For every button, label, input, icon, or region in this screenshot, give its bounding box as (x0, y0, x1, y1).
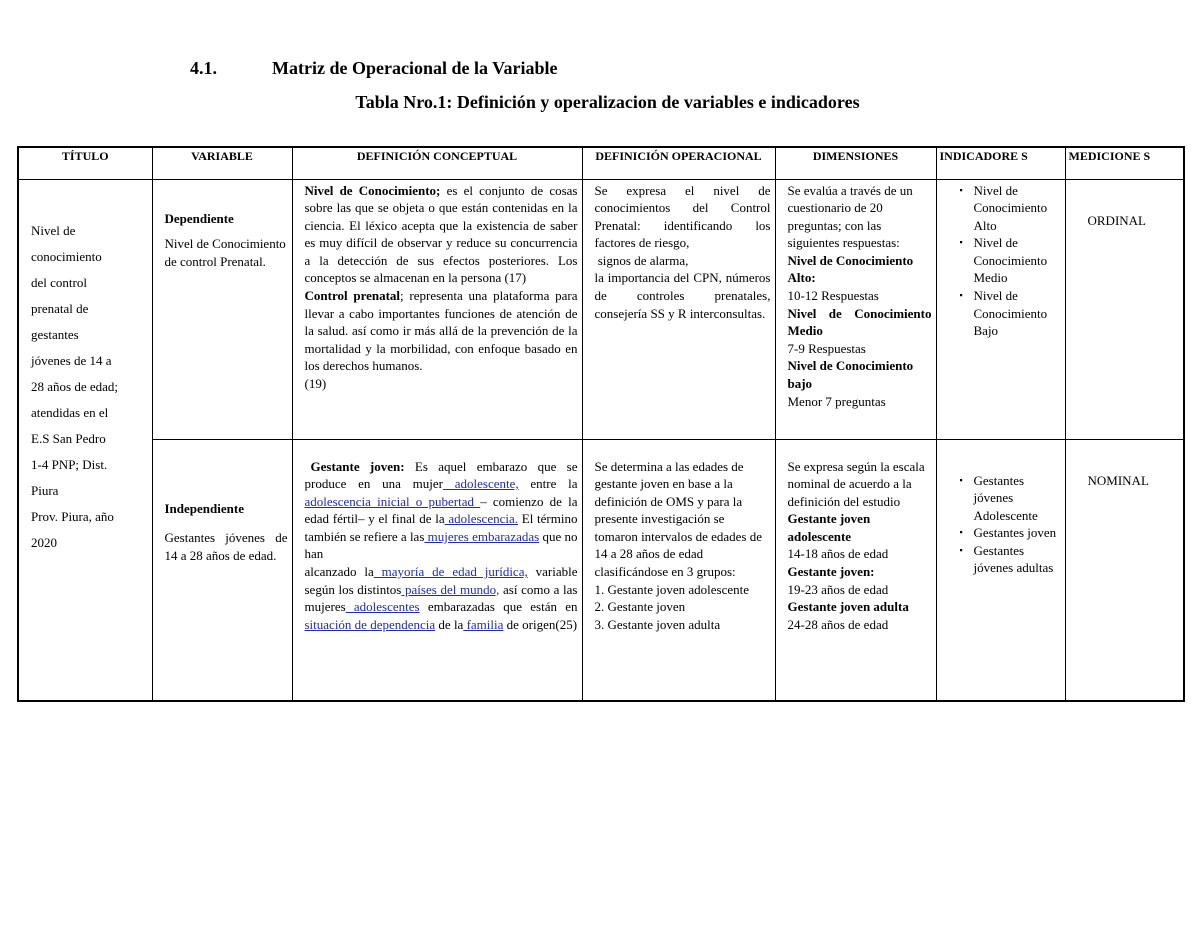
dim-intro: Se evalúa a través de un cuestionario de 20 preguntas; con las siguientes respuestas: (787, 182, 913, 251)
col-header-conceptual: DEFINICIÓN CONCEPTUAL (292, 147, 582, 179)
titulo-line: E.S San Pedro (31, 430, 106, 446)
titulo-line: del control (31, 274, 87, 290)
variable-cell (152, 179, 292, 439)
medicion-value: ORDINAL (1087, 212, 1146, 228)
operacional-text: Se determina a las edades de gestante joven en base a la definición de OMS y para la presente investigación se tomaron intervalos de edades de 14 a 28 años de edad clasificándose en 3 grupos: (594, 458, 762, 580)
dim-label: Gestante joven: (787, 564, 875, 580)
link-mujeres-embarazadas[interactable]: mujeres embarazadas (424, 528, 540, 544)
operacional-cell (582, 439, 775, 701)
dim-value: Menor 7 preguntas (787, 393, 886, 409)
medicion-value: NOMINAL (1087, 472, 1149, 488)
variable-type: Dependiente (164, 210, 234, 226)
dim-label: Gestante joven adolescente (787, 511, 871, 544)
col-header-operacional: DEFINICIÓN OPERACIONAL (582, 147, 775, 179)
col-header-indicadores: INDICADORE S (936, 147, 1065, 179)
titulo-line: 1-4 PNP; Dist. (31, 456, 108, 472)
link-familia[interactable]: familia (463, 616, 504, 632)
conceptual-cell (292, 439, 582, 701)
titulo-line: Piura (31, 482, 59, 498)
table-caption: Tabla Nro.1: Definición y operalizacion de variables e indicadores (355, 92, 860, 112)
header-row (18, 147, 1184, 179)
conceptual-cell (292, 179, 582, 439)
list-item: 3. Gestante joven adulta (594, 616, 721, 632)
definition-text: de la (435, 616, 464, 632)
col-header-mediciones: MEDICIONE S (1065, 147, 1184, 179)
titulo-line: Nivel de (31, 222, 76, 238)
dim-value: 10-12 Respuestas (787, 288, 879, 304)
term: Gestante joven: (310, 458, 405, 474)
dim-intro: Se expresa según la escala nominal de acuerdo a la definición del estudio (787, 458, 925, 509)
list-item: ▪ Nivel de Conocimiento Medio (970, 234, 1061, 287)
definition-text: Es aquel embarazo que se produce en una mujer (304, 458, 578, 492)
titulo-line: 28 años de edad; (31, 378, 119, 394)
table-row (18, 179, 1184, 439)
list-item: ▪ Gestantes joven (970, 524, 1061, 542)
link-pubertad[interactable]: adolescencia inicial o pubertad (304, 493, 481, 509)
definition-text: así como a las mujeres (304, 581, 578, 615)
term: Control prenatal (304, 288, 401, 304)
list-item: 1. Gestante joven adolescente (594, 581, 749, 597)
list-item: ▪ Nivel de Conocimiento Alto (970, 182, 1061, 235)
titulo-line: conocimiento (31, 248, 102, 264)
definition-text: – comienzo de la edad fértil– y el final de la (304, 493, 578, 527)
variable-desc: Gestantes jóvenes de 14 a 28 años de edad. (164, 530, 288, 563)
definition-text: embarazadas que están en (419, 599, 578, 615)
indicator-list (957, 182, 1061, 340)
link-mayoria-edad[interactable]: mayoría de edad jurídica, (373, 564, 528, 580)
titulo-cell (18, 179, 152, 701)
definition-text: es el conjunto de cosas sobre las que se objeta o que están contenidas en la ciencia. El léxico acepta que la existencia de saber es muy difícil de observar y reduce su concurrencia a la detección de sus efectos posteriores. Los conceptos se almacenan en la persona (17) (304, 182, 578, 286)
link-dependencia[interactable]: situación de dependencia (304, 616, 436, 632)
dim-value: 19-23 años de edad (787, 581, 889, 597)
link-paises[interactable]: países del mundo, (401, 581, 500, 597)
variable-cell (152, 439, 292, 701)
medicion-cell (1065, 439, 1184, 701)
titulo-line: Prov. Piura, año (31, 508, 114, 524)
operacional-cell (582, 179, 775, 439)
dimensiones-cell (775, 439, 936, 701)
indicadores-cell (936, 179, 1065, 439)
definition-text: ; representa una plataforma para llevar a cabo importantes funciones de atención de la salud. así como ir más allá de la prevención de la mortalidad y la morbilidad, con enfoque basado en los derechos humanos. (304, 288, 578, 374)
reference: (19) (304, 376, 327, 392)
titulo-line: gestantes (31, 326, 79, 342)
definition-text: de origen(25) (503, 616, 578, 632)
section-title: Matriz de Operacional de la Variable (272, 58, 558, 78)
medicion-cell (1065, 179, 1184, 439)
dim-label: Nivel de Conocimiento bajo (787, 358, 914, 392)
dim-label: Nivel de Conocimiento Medio (787, 305, 932, 339)
variable-type: Independiente (164, 500, 244, 516)
list-item: ▪ Gestantes jóvenes adultas (970, 542, 1061, 577)
indicator-list (957, 472, 1061, 578)
col-header-titulo: TÍTULO (18, 147, 152, 179)
dim-value: 24-28 años de edad (787, 616, 889, 632)
dim-value: 7-9 Respuestas (787, 340, 866, 356)
operationalization-table (17, 146, 1185, 702)
titulo-line: prenatal de (31, 300, 89, 316)
dim-value: 14-18 años de edad (787, 546, 889, 562)
col-header-variable: VARIABLE (152, 147, 292, 179)
operacional-text: signos de alarma, (594, 252, 689, 268)
operacional-text: Se expresa el nivel de conocimientos del Control Prenatal: identificando los factores de riesgo, (594, 182, 771, 251)
section-heading (190, 58, 557, 79)
term: Nivel de Conocimiento; (304, 182, 441, 198)
definition-text: variable según los distintos (304, 564, 578, 597)
indicadores-cell (936, 439, 1065, 701)
variable-desc: Nivel de Conocimiento de control Prenatal. (164, 236, 286, 269)
link-adolescencia[interactable]: adolescencia. (444, 511, 519, 527)
list-item: ▪ Gestantes jóvenes Adolescente (970, 472, 1061, 525)
definition-text: que no han (304, 528, 578, 562)
titulo-line: 2020 (31, 534, 57, 550)
titulo-line: jóvenes de 14 a (31, 352, 112, 368)
table-row (18, 439, 1184, 701)
definition-text: El término también se refiere a las (304, 511, 578, 544)
operacional-text: la importancia del CPN, números de controles prenatales, consejería SS y R interconsultas. (594, 270, 771, 321)
dimensiones-cell (775, 179, 936, 439)
titulo-line: atendidas en el (31, 404, 109, 420)
definition-text: alcanzado la (304, 564, 374, 580)
link-adolescentes[interactable]: adolescentes (345, 599, 420, 615)
col-header-dimensiones: DIMENSIONES (775, 147, 936, 179)
dim-label: Gestante joven adulta (787, 599, 909, 615)
dim-label: Nivel de Conocimiento Alto: (787, 252, 914, 286)
definition-text: entre la (518, 476, 578, 492)
list-item: ▪ Nivel de Conocimiento Bajo (970, 287, 1061, 340)
link-adolescente[interactable]: adolescente, (442, 476, 519, 492)
list-item: 2. Gestante joven (594, 599, 686, 615)
section-number: 4.1. (190, 58, 217, 78)
